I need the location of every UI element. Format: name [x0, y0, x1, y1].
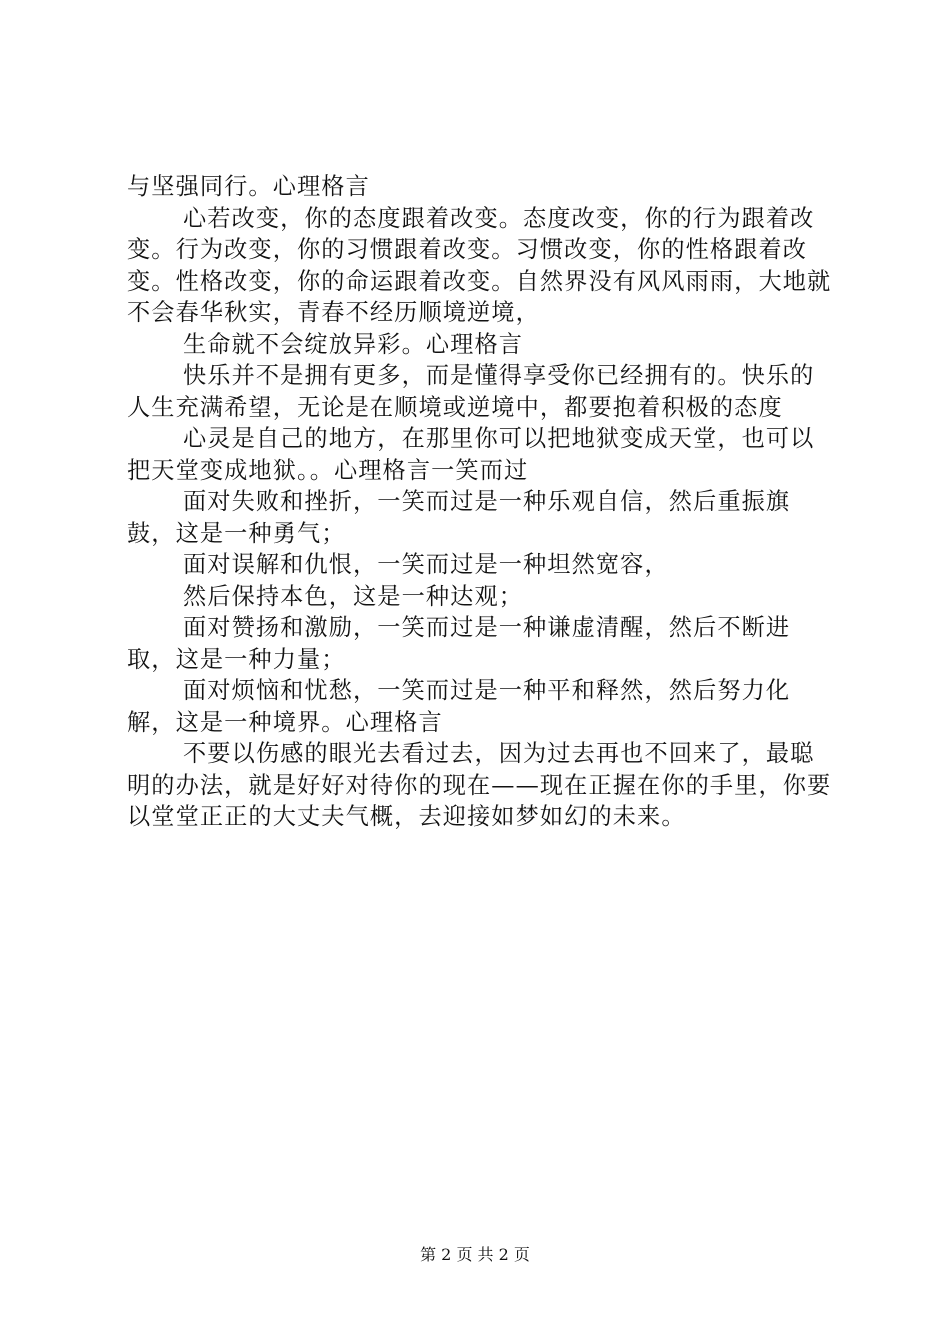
paragraph: 心灵是自己的地方，在那里你可以把地狱变成天堂，也可以把天堂变成地狱。。心理格言一笑而过	[127, 425, 815, 484]
paragraph: 与坚强同行。心理格言	[127, 173, 370, 200]
page-footer	[0, 1245, 950, 1265]
paragraph: 不要以伤感的眼光去看过去，因为过去再也不回来了，最聪明的办法，就是好好对待你的现在——现在正握在你的手里，你要以堂堂正正的大丈夫气概，去迎接如梦如幻的未来。	[127, 740, 832, 830]
paragraph: 面对误解和仇恨，一笑而过是一种坦然宽容，	[183, 551, 669, 578]
paragraph: 面对失败和挫折，一笑而过是一种乐观自信，然后重振旗鼓，这是一种勇气；	[127, 488, 791, 547]
paragraph: 然后保持本色，这是一种达观；	[183, 582, 524, 610]
paragraph: 面对赞扬和激励，一笑而过是一种谦虚清醒，然后不断进取，这是一种力量；	[127, 614, 791, 673]
paragraph: 心若改变，你的态度跟着改变。态度改变，你的行为跟着改变。行为改变，你的习惯跟着改变。习惯改变，你的性格跟着改变。性格改变，你的命运跟着改变。自然界没有风风雨雨，大地就不会春华秋实，青春不经历顺境逆境，	[127, 204, 832, 326]
paragraph: 生命就不会绽放异彩。心理格言	[183, 330, 524, 358]
paragraph: 快乐并不是拥有更多，而是懂得享受你已经拥有的。快乐的人生充满希望，无论是在顺境或逆境中，都要抱着积极的态度	[127, 362, 815, 421]
paragraph: 面对烦恼和忧愁，一笑而过是一种平和释然，然后努力化解，这是一种境界。心理格言	[127, 677, 791, 736]
document-body	[127, 171, 832, 833]
page-number-label: 第 2 页 共 2 页	[420, 1245, 530, 1264]
